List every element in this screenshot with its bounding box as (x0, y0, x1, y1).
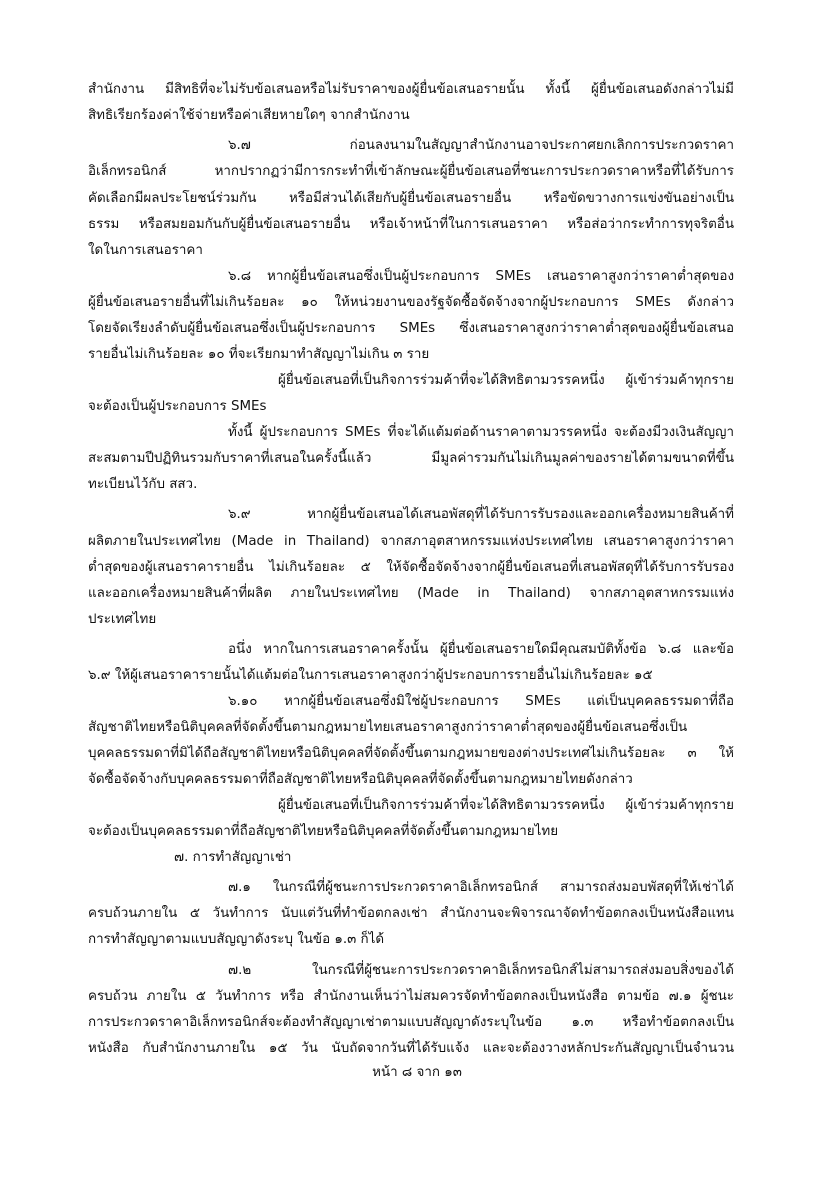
text-line: ๖.๙ หากผู้ยื่นข้อเสนอได้เสนอพัสดุที่ได้รับการรับรองและออกเครื่องหมายสินค้าที่ (228, 507, 734, 522)
text-line: คัดเลือกมีผลประโยชน์ร่วมกัน หรือมีส่วนได้เสียกับผู้ยื่นข้อเสนอรายอื่น หรือขัดขวางการแข่งขันอย่างเป็น (88, 191, 734, 206)
text-line: ๗.๑ ในกรณีที่ผู้ชนะการประกวดราคาอิเล็กทรอนิกส์ สามารถส่งมอบพัสดุที่ให้เช่าได้ (228, 880, 734, 895)
text-line: ๖.๗ ก่อนลงนามในสัญญาสำนักงานอาจประกาศยกเลิกการประกวดราคา (228, 138, 734, 153)
text-line: ๖.๘ หากผู้ยื่นข้อเสนอซึ่งเป็นผู้ประกอบการ SMEs เสนอราคาสูงกว่าราคาต่ำสุดของ (228, 269, 734, 284)
text-line: อนึ่ง หากในการเสนอราคาครั้งนั้น ผู้ยื่นข้อเสนอรายใดมีคุณสมบัติทั้งข้อ ๖.๘ และข้อ (228, 642, 734, 657)
text-line: การทำสัญญาตามแบบสัญญาดังระบุ ในข้อ ๑.๓ ก็ได้ (88, 932, 385, 947)
text-line: โดยจัดเรียงลำดับผู้ยื่นข้อเสนอซึ่งเป็นผู้ประกอบการ SMEs ซึ่งเสนอราคาสูงกว่าราคาต่ำสุดของผู้ยื่นข้อเสนอ (88, 321, 734, 336)
text-line: สัญชาติไทยหรือนิติบุคคลที่จัดตั้งขึ้นตามกฎหมายไทยเสนอราคาสูงกว่าราคาต่ำสุดของผู้ยื่นข้อเสนอซึ่งเป็น (88, 720, 688, 735)
text-line: ๗.๒ ในกรณีที่ผู้ชนะการประกวดราคาอิเล็กทรอนิกส์ไม่สามารถส่งมอบสิ่งของได้ (228, 963, 734, 978)
text-line: ทะเบียนไว้กับ สสว. (88, 477, 198, 492)
text-line: สิทธิเรียกร้องค่าใช้จ่ายหรือค่าเสียหายใดๆ จากสำนักงาน (88, 108, 410, 123)
text-line: จัดซื้อจัดจ้างกับบุคคลธรรมดาที่ถือสัญชาติไทยหรือนิติบุคคลที่จัดตั้งขึ้นตามกฎหมายไทยดังกล่าว (88, 772, 633, 787)
text-line: ผู้ยื่นข้อเสนอรายอื่นที่ไม่เกินร้อยละ ๑๐ ให้หน่วยงานของรัฐจัดซื้อจัดจ้างจากผู้ประกอบการ SMEs ดังกล่าว (88, 295, 734, 310)
text-line: ธรรม หรือสมยอมกันกับผู้ยื่นข้อเสนอรายอื่น หรือเจ้าหน้าที่ในการเสนอราคา หรือส่อว่ากระทำการทุจริตอื่น (88, 217, 734, 232)
text-line: สะสมตามปีปฏิทินรวมกับราคาที่เสนอในครั้งนี้แล้ว มีมูลค่ารวมกันไม่เกินมูลค่าของรายได้ตามขนาดที่ขึ้น (88, 451, 734, 466)
text-line: ผู้ยื่นข้อเสนอที่เป็นกิจการร่วมค้าที่จะได้สิทธิตามวรรคหนึ่ง ผู้เข้าร่วมค้าทุกราย (278, 373, 734, 388)
text-line: ผู้ยื่นข้อเสนอที่เป็นกิจการร่วมค้าที่จะได้สิทธิตามวรรคหนึ่ง ผู้เข้าร่วมค้าทุกราย (278, 798, 734, 813)
text-line: และออกเครื่องหมายสินค้าที่ผลิต ภายในประเทศไทย (Made in Thailand) จากสภาอุตสาหกรรมแห่ง (88, 586, 734, 601)
text-line: ใดในการเสนอราคา (88, 243, 203, 258)
page-number-footer: หน้า ๘ จาก ๑๓ (372, 1065, 462, 1080)
text-line: ทั้งนี้ ผู้ประกอบการ SMEs ที่จะได้แต้มต่อด้านราคาตามวรรคหนึ่ง จะต้องมีวงเงินสัญญา (228, 425, 734, 440)
text-line: ๖.๙ ให้ผู้เสนอราคารายนั้นได้แต้มต่อในการเสนอราคาสูงกว่าผู้ประกอบการรายอื่นไม่เกินร้อยละ ๑๕ (88, 668, 653, 683)
text-line: จะต้องเป็นบุคคลธรรมดาที่ถือสัญชาติไทยหรือนิติบุคคลที่จัดตั้งขึ้นตามกฎหมายไทย (88, 824, 559, 839)
text-line: ๖.๑๐ หากผู้ยื่นข้อเสนอซึ่งมิใช่ผู้ประกอบการ SMEs แต่เป็นบุคคลธรรมดาที่ถือ (228, 694, 734, 709)
text-line: หนังสือ กับสำนักงานภายใน ๑๕ วัน นับถัดจากวันที่ได้รับแจ้ง และจะต้องวางหลักประกันสัญญาเป็นจำนวน (88, 1041, 734, 1056)
text-line: ครบถ้วน ภายใน ๕ วันทำการ หรือ สำนักงานเห็นว่าไม่สมควรจัดทำข้อตกลงเป็นหนังสือ ตามข้อ ๗.๑ ผู้ชนะ (88, 989, 734, 1004)
text-line: ต่ำสุดของผู้เสนอราคารายอื่น ไม่เกินร้อยละ ๕ ให้จัดซื้อจัดจ้างจากผู้ยื่นข้อเสนอที่เสนอพัสดุที่ได้รับการรับรอง (88, 560, 734, 575)
text-line: ผลิตภายในประเทศไทย (Made in Thailand) จากสภาอุตสาหกรรมแห่งประเทศไทย เสนอราคาสูงกว่าราคา (88, 534, 734, 549)
text-line: ประเทศไทย (88, 612, 157, 627)
text-line: บุคคลธรรมดาที่มิได้ถือสัญชาติไทยหรือนิติบุคคลที่จัดตั้งขึ้นตามกฎหมายของต่างประเทศไม่เกินร้อยละ ๓ ให้ (88, 746, 734, 761)
text-line: รายอื่นไม่เกินร้อยละ ๑๐ ที่จะเรียกมาทำสัญญาไม่เกิน ๓ ราย (88, 347, 430, 362)
text-line: สำนักงาน มีสิทธิที่จะไม่รับข้อเสนอหรือไม่รับราคาของผู้ยื่นข้อเสนอรายนั้น ทั้งนี้ ผู้ยื่นข้อเสนอดังกล่าวไม่มี (88, 82, 734, 97)
section-heading: ๗. การทำสัญญาเช่า (174, 850, 292, 865)
text-line: การประกวดราคาอิเล็กทรอนิกส์จะต้องทำสัญญาเช่าตามแบบสัญญาดังระบุในข้อ ๑.๓ หรือทำข้อตกลงเป็น (88, 1015, 734, 1030)
text-line: จะต้องเป็นผู้ประกอบการ SMEs (88, 399, 267, 414)
text-line: อิเล็กทรอนิกส์ หากปรากฏว่ามีการกระทำที่เข้าลักษณะผู้ยื่นข้อเสนอที่ชนะการประกวดราคาหรือที่ได้รับการ (88, 164, 734, 179)
text-line: ครบถ้วนภายใน ๕ วันทำการ นับแต่วันที่ทำข้อตกลงเช่า สำนักงานจะพิจารณาจัดทำข้อตกลงเป็นหนังสือแทน (88, 906, 734, 921)
